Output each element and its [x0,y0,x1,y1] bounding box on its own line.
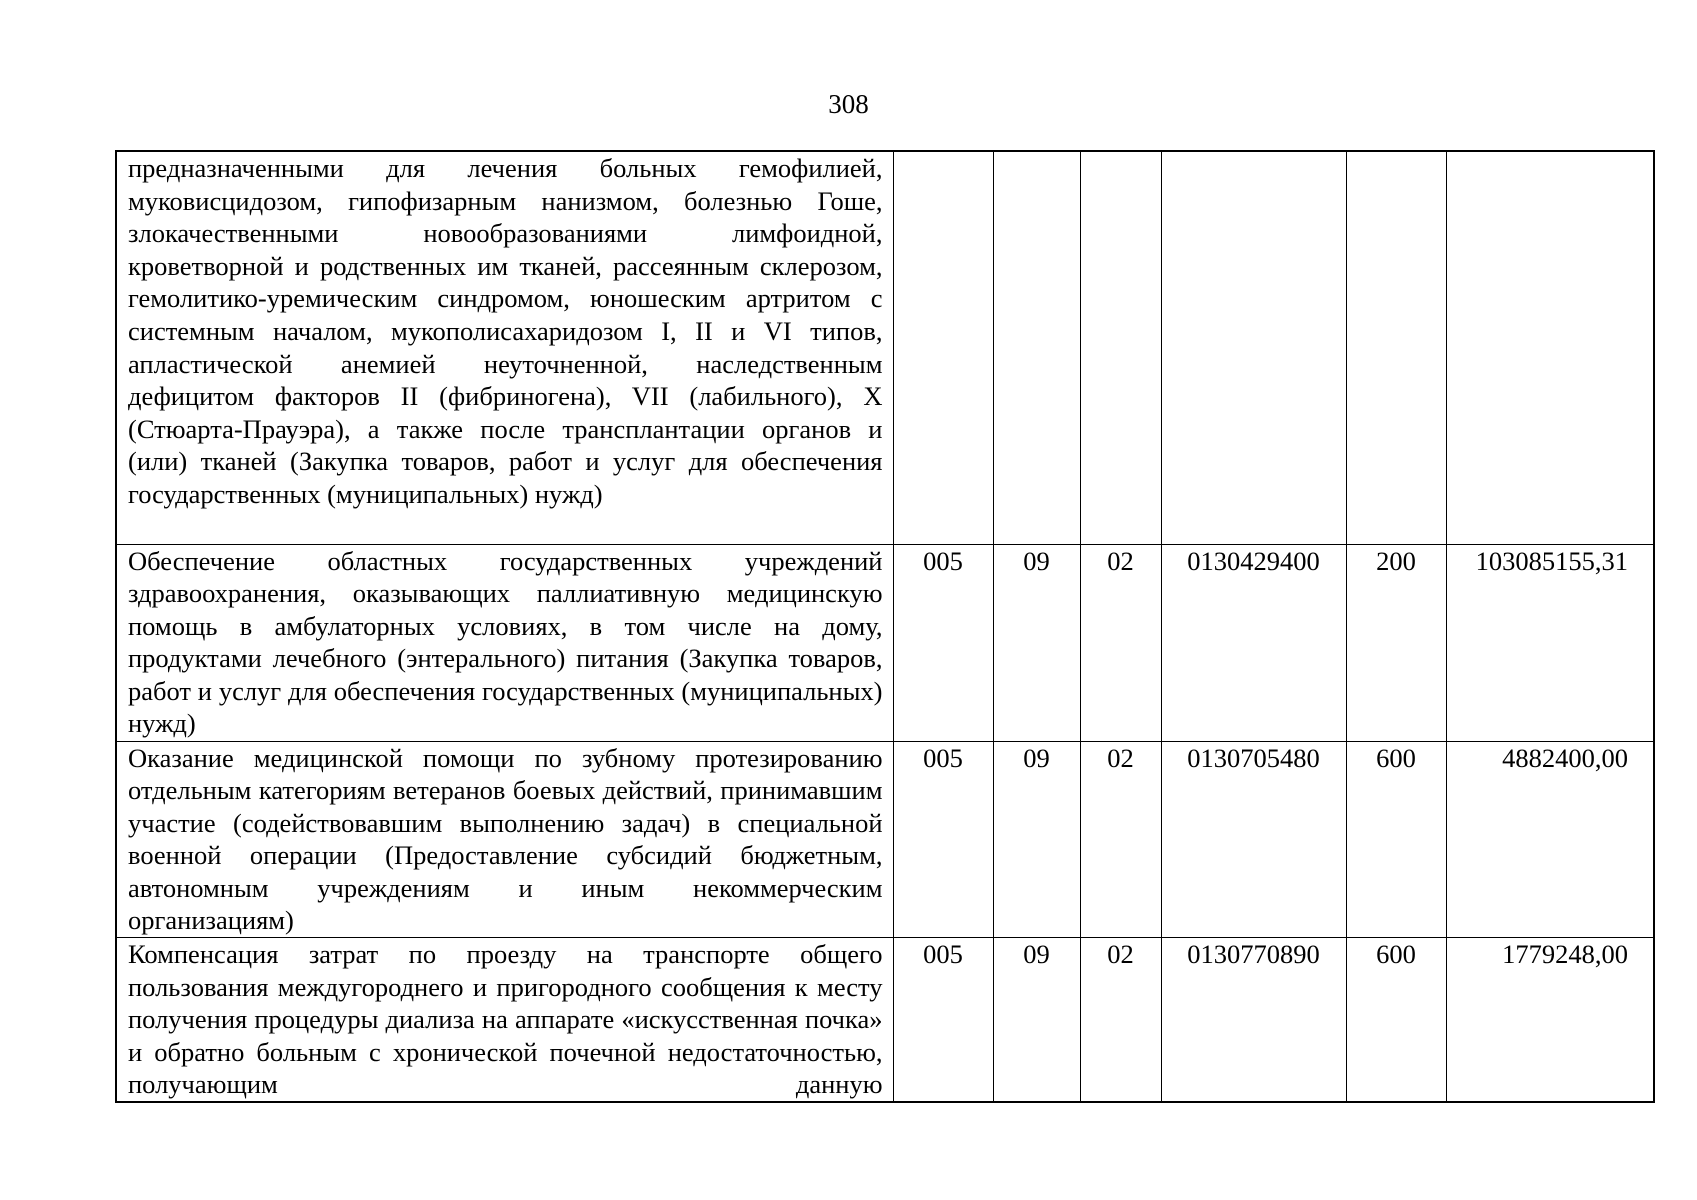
page-number: 308 [828,89,869,119]
ministry-code-cell: 005 [893,938,993,1102]
row-description: предназначенными для лечения больных гемофилией, муковисцидозом, гипофизарным нанизмом, болезнью Гоше, злокачественными новообразованиями лимфоидной, кроветворной и родственных им тканей, рассеянным склерозом, гемолитико-уремическим синдромом, юношеским артритом с системным началом, мукополисахаридозом I, II и VI типов, апластической анемией неуточненной, наследственным дефицитом факторов II (фибриногена), VII (лабильного), X (Стюарта-Прауэра), а также после трансплантации органов и (или) тканей (Закупка товаров, работ и услуг для обеспечения государственных (муниципальных) нужд) [116,151,893,544]
target-article-cell: 0130705480 [1161,741,1346,938]
subsection-code-cell: 02 [1080,544,1161,741]
amount-cell: 1779248,00 [1446,938,1654,1102]
section-code-cell: 09 [993,741,1080,938]
ministry-code-cell: 005 [893,741,993,938]
amount-cell: 103085155,31 [1446,544,1654,741]
target-article-cell [1161,151,1346,544]
subsection-code-cell: 02 [1080,741,1161,938]
amount-cell: 4882400,00 [1446,741,1654,938]
table-row [116,741,1654,938]
target-article-cell: 0130429400 [1161,544,1346,741]
ministry-code-cell [893,151,993,544]
target-article-cell: 0130770890 [1161,938,1346,1102]
section-code-cell: 09 [993,544,1080,741]
subsection-code-cell [1080,151,1161,544]
subsection-code-cell: 02 [1080,938,1161,1102]
expense-type-cell: 200 [1346,544,1446,741]
amount-cell [1446,151,1654,544]
ministry-code-cell: 005 [893,544,993,741]
expense-type-cell [1346,151,1446,544]
row-description: Компенсация затрат по проезду на транспорте общего пользования междугороднего и пригородного сообщения к месту получения процедуры диализа на аппарате «искусственная почка» и обратно больным с хронической почечной недостаточностью, получающим данную [116,938,893,1102]
table-row [116,151,1654,544]
section-code-cell: 09 [993,938,1080,1102]
table-row [116,938,1654,1102]
expense-type-cell: 600 [1346,741,1446,938]
row-description: Обеспечение областных государственных учреждений здравоохранения, оказывающих паллиативную медицинскую помощь в амбулаторных условиях, в том числе на дому, продуктами лечебного (энтерального) питания (Закупка товаров, работ и услуг для обеспечения государственных (муниципальных) нужд) [116,544,893,741]
expense-type-cell: 600 [1346,938,1446,1102]
section-code-cell [993,151,1080,544]
table-row [116,544,1654,741]
budget-allocation-table [115,150,1655,1103]
row-description: Оказание медицинской помощи по зубному протезированию отдельным категориям ветеранов боевых действий, принимавшим участие (содействовавшим выполнению задач) в специальной военной операции (Предоставление субсидий бюджетным, автономным учреждениям и иным некоммерческим организациям) [116,741,893,938]
